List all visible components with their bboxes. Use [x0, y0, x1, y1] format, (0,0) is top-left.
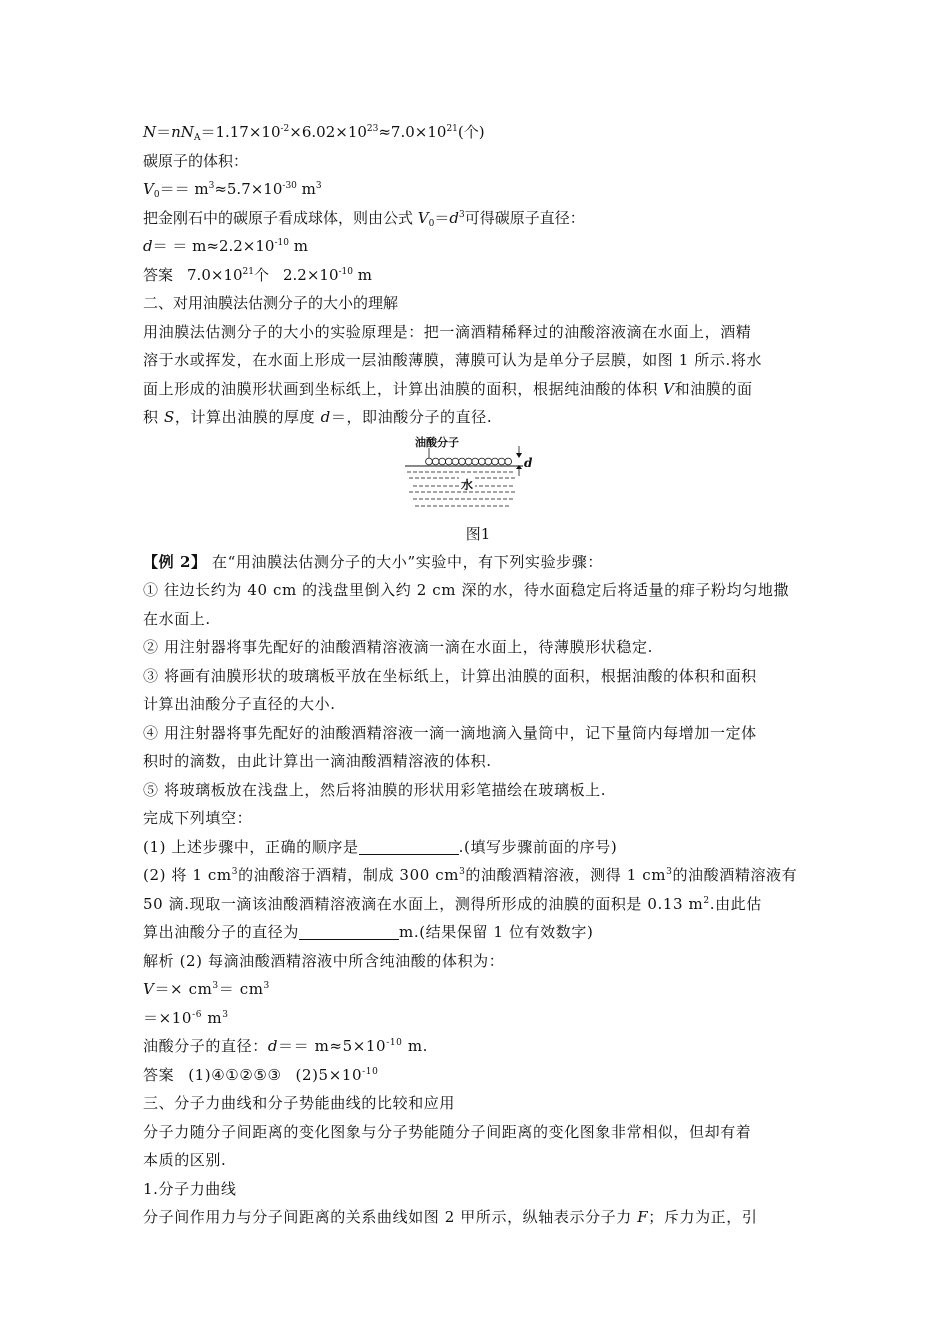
- step-4: ④ 用注射器将事先配好的油酸酒精溶液一滴一滴地滴入量筒中，记下量筒内每增加一定体: [143, 723, 757, 742]
- text: ＝＝ m≈5×10: [278, 1037, 387, 1055]
- text: .由此估: [709, 894, 762, 913]
- paragraph-line: [143, 403, 813, 432]
- text: 7.0×10: [187, 265, 243, 284]
- subheading: 1.分子力曲线: [143, 1179, 237, 1198]
- section-3: [143, 1089, 813, 1232]
- molecule-circle: [452, 458, 459, 465]
- text: ＝×10: [143, 1008, 193, 1027]
- molecule-circle: [432, 458, 439, 465]
- exponent: -2: [280, 124, 290, 134]
- text: 把金刚石中的碳原子看成球体，则由公式: [143, 208, 418, 227]
- exponent: 3: [315, 181, 322, 191]
- exponent: 3: [263, 981, 270, 991]
- var-d: d: [449, 208, 459, 227]
- molecule-circle: [439, 458, 446, 465]
- var-nn: nN: [171, 123, 194, 141]
- question-1: [143, 833, 813, 862]
- paragraph-line: [143, 1203, 813, 1232]
- text: m.(结果保留 1 位有效数字): [399, 923, 594, 941]
- solution-diameter: [143, 1032, 813, 1061]
- step-3-cont: 计算出油酸分子直径的大小.: [143, 695, 336, 713]
- text: ×6.02×10: [289, 123, 367, 141]
- molecule-circle: [465, 458, 472, 465]
- label-water: 水: [461, 477, 474, 492]
- text: (个): [457, 123, 485, 141]
- text: m: [353, 265, 373, 284]
- text: m: [202, 1008, 223, 1027]
- var-v: V: [663, 379, 675, 398]
- text: ＝，即油酸分子的直径.: [330, 408, 493, 426]
- example-question: [143, 548, 813, 577]
- text: ＝× cm: [154, 980, 213, 998]
- exponent: 21: [242, 266, 254, 277]
- step-1: ① 往边长约为 40 cm 的浅盘里倒入约 2 cm 深的水，待水面稳定后将适量的痱子粉均匀地撒: [143, 581, 790, 599]
- exponent: 2: [703, 895, 710, 906]
- molecule-row: [426, 458, 512, 465]
- exponent: 3: [666, 867, 673, 877]
- text: 个: [253, 265, 269, 284]
- section-3-heading: 三、分子力曲线和分子势能曲线的比较和应用: [143, 1094, 456, 1112]
- exponent: -6: [192, 1009, 203, 1020]
- text: 在“用油膜法估测分子的大小”实验中，有下列实验步骤：: [206, 552, 603, 571]
- var-n: N: [143, 123, 157, 141]
- answer-label: 答案: [143, 265, 174, 284]
- var-f: F: [637, 1208, 649, 1226]
- text: 算出油酸分子的直径为: [143, 923, 300, 941]
- calc-molecule-count: [143, 118, 813, 147]
- text: ＝ cm: [218, 980, 264, 998]
- var-d: d: [320, 408, 331, 426]
- oil-film-principle-paragraph: [143, 318, 813, 432]
- paragraph-line: 用油膜法估测分子的大小的实验原理是：把一滴酒精稀释过的油酸溶液滴在水面上，酒精: [143, 322, 752, 341]
- subscript: A: [193, 133, 201, 143]
- exponent: 3: [222, 1009, 229, 1020]
- text: (1) 上述步骤中，正确的顺序是: [143, 837, 359, 856]
- section-2-heading: 二、对用油膜法估测分子的大小的理解: [143, 294, 399, 312]
- exponent: -30: [282, 181, 297, 191]
- text: ＝: [434, 208, 450, 227]
- text: ≈5.7×10: [214, 180, 283, 198]
- text: ＝1.17×10: [200, 123, 281, 141]
- example-2: [143, 548, 813, 947]
- molecule-circle: [492, 458, 499, 465]
- var-v: V: [417, 208, 429, 227]
- text: 的油酸酒精溶液，测得 1 cm: [465, 866, 667, 884]
- step-1-cont: 在水面上.: [143, 609, 211, 628]
- exponent: 3: [231, 867, 239, 877]
- molecule-circle: [505, 458, 512, 465]
- example-tag: 【例 2】: [143, 552, 207, 571]
- solution-volume: [143, 975, 813, 1004]
- question-2-cont: [143, 890, 813, 919]
- exponent: -10: [386, 1038, 403, 1048]
- step-3: ③ 将画有油膜形状的玻璃板平放在坐标纸上，计算出油膜的面积，根据油酸的体积和面积: [143, 666, 757, 685]
- subscript: 0: [428, 218, 435, 229]
- text: m: [288, 237, 308, 255]
- label-oil-molecule: 油酸分子: [415, 435, 459, 449]
- exponent: 21: [446, 124, 458, 134]
- text: 分子间作用力与分子间距离的关系曲线如图 2 甲所示，纵轴表示分子力: [143, 1208, 638, 1226]
- step-5: ⑤ 将玻璃板放在浅盘上，然后将油膜的形状用彩笔描绘在玻璃板上.: [143, 780, 607, 799]
- text: 油酸分子的直径：: [143, 1037, 268, 1055]
- exponent: 3: [208, 181, 215, 191]
- subscript: 0: [153, 190, 160, 200]
- paragraph-line: 溶于水或挥发，在水面上形成一层油酸薄膜，薄膜可认为是单分子层膜，如图 1 所示.将水: [143, 351, 763, 369]
- var-v: V: [143, 980, 155, 998]
- answer-blank-1[interactable]: [359, 838, 459, 855]
- diameter-calc: [143, 232, 813, 261]
- exponent: 23: [366, 124, 379, 134]
- text: ＝ ＝ m≈2.2×10: [152, 237, 275, 255]
- step-2: ② 用注射器将事先配好的油酸酒精溶液滴一滴在水面上，待薄膜形状稳定.: [143, 638, 653, 656]
- step-4-cont: 积时的滴数，由此计算出一滴油酸酒精溶液的体积.: [143, 752, 492, 770]
- paragraph-line: 分子力随分子间距离的变化图象与分子势能随分子间距离的变化图象非常相似，但却有着: [143, 1122, 752, 1141]
- text: 2.2×10: [283, 265, 339, 284]
- solution-intro: 解析 (2) 每滴油酸酒精溶液中所含纯油酸的体积为：: [143, 951, 505, 970]
- carbon-volume-calc: [143, 175, 813, 204]
- text: 的油酸酒精溶液有: [672, 866, 798, 884]
- molecule-circle: [498, 458, 505, 465]
- text: ；斥力为正，引: [648, 1208, 758, 1226]
- text: 积: [143, 408, 164, 426]
- text: 面上形成的油膜形状画到坐标纸上，计算出油膜的面积，根据纯油酸的体积: [143, 379, 664, 398]
- molecule-circle: [459, 458, 466, 465]
- arrowhead-down: [516, 453, 522, 458]
- answer-line-2: [143, 1061, 813, 1090]
- figure-caption: 图1: [465, 524, 491, 543]
- molecule-circle: [426, 458, 433, 465]
- molecule-circle: [478, 458, 485, 465]
- var-d: d: [267, 1037, 279, 1055]
- question-2-end: [143, 918, 813, 947]
- paragraph-line: [143, 375, 813, 404]
- text: ≈7.0×10: [378, 123, 447, 141]
- paragraph-line: 本质的区别.: [143, 1151, 227, 1169]
- fill-instruction: 完成下列填空：: [143, 809, 253, 827]
- text: .(填写步骤前面的序号): [458, 837, 618, 856]
- label-d: d: [524, 455, 533, 470]
- answer-blank-2[interactable]: [299, 923, 399, 940]
- var-s: S: [163, 408, 175, 426]
- exponent: 3: [458, 209, 465, 220]
- text: m.: [402, 1037, 429, 1055]
- solution: [143, 947, 813, 1090]
- carbon-volume-heading: 碳原子的体积：: [143, 151, 249, 170]
- sphere-model-text: [143, 204, 813, 233]
- answer-label: 答案: [143, 1065, 175, 1084]
- text: (2) 将 1 cm: [143, 866, 232, 884]
- exponent: 3: [212, 981, 219, 991]
- document-page: [143, 118, 813, 1232]
- exponent: -10: [362, 1066, 379, 1077]
- solution-volume-2: [143, 1004, 813, 1033]
- exponent: -10: [274, 238, 289, 248]
- text: 的油酸溶于酒精，制成 300 cm: [238, 866, 460, 884]
- text: 可得碳原子直径：: [464, 208, 585, 227]
- text: (2)5×10: [295, 1065, 363, 1084]
- equals: ＝: [156, 123, 172, 141]
- text: ＝＝ m: [159, 180, 209, 198]
- molecule-circle: [445, 458, 452, 465]
- text: ，计算出油膜的厚度: [174, 408, 321, 426]
- var-d: d: [143, 237, 153, 255]
- molecule-circle: [472, 458, 479, 465]
- text: 50 滴.现取一滴该油酸酒精溶液滴在水面上，测得所形成的油膜的面积是 0.13 m: [143, 894, 704, 913]
- var-v: V: [143, 180, 154, 198]
- text: (1)④①②⑤③: [188, 1065, 282, 1084]
- text: m: [296, 180, 316, 198]
- exponent: 3: [459, 867, 466, 877]
- oil-film-diagram-svg: [143, 432, 813, 520]
- oil-film-diagram: [143, 432, 813, 520]
- exponent: -10: [338, 266, 354, 277]
- answer-line-1: [143, 261, 813, 290]
- question-2: [143, 861, 813, 890]
- text: 和油膜的面: [674, 379, 753, 398]
- molecule-circle: [485, 458, 492, 465]
